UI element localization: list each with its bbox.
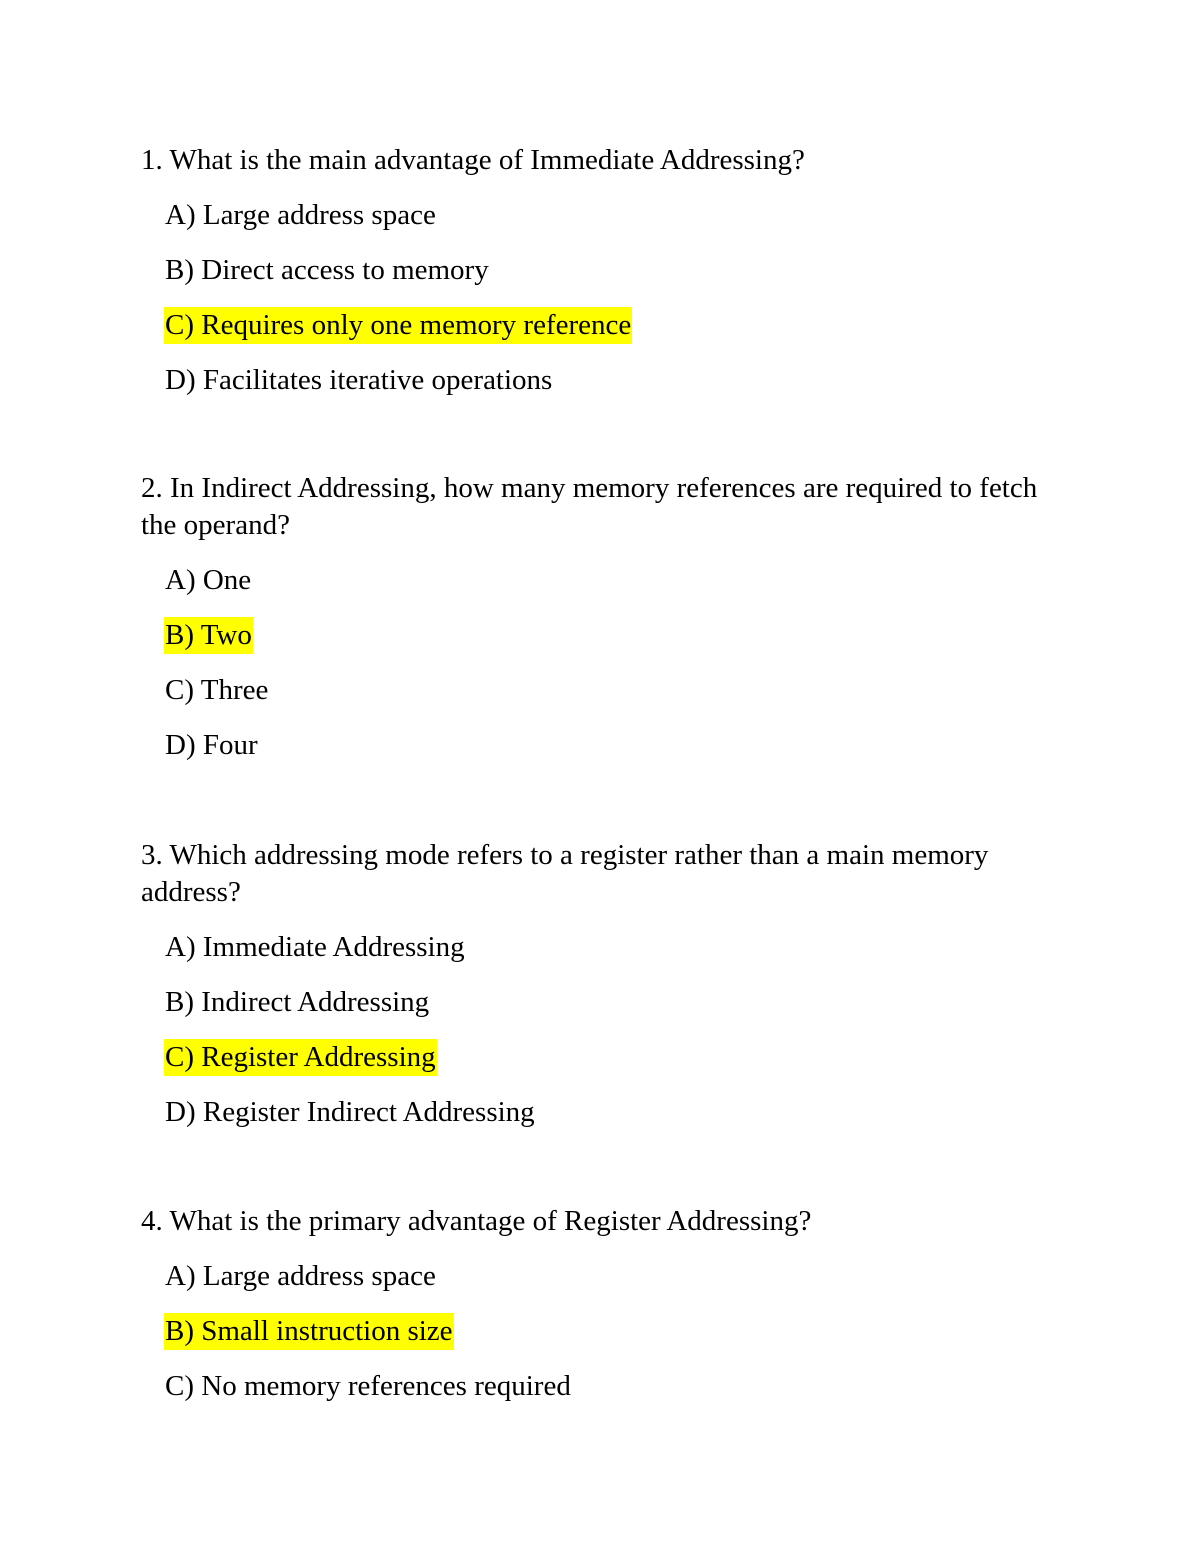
answer-options (141, 562, 1071, 764)
question-prompt: 2. In Indirect Addressing, how many memory references are required to fetch the operand? (141, 472, 1038, 541)
answer-option-highlighted: B) Two (164, 617, 1071, 654)
answer-option-highlighted: C) Register Addressing (164, 1039, 1071, 1076)
question-3 (141, 837, 1071, 1131)
answer-option: A) Immediate Addressing (165, 931, 465, 963)
answer-option-highlighted: C) Requires only one memory reference (164, 307, 1071, 344)
answer-option-highlighted: B) Small instruction size (164, 1313, 1071, 1350)
answer-option: A) Large address space (165, 199, 436, 231)
answer-option: C) No memory references required (165, 1370, 571, 1402)
answer-option: C) Three (165, 674, 269, 706)
question-4 (141, 1203, 1071, 1405)
answer-option: D) Four (165, 729, 258, 761)
answer-options (141, 197, 1071, 399)
question-prompt: 3. Which addressing mode refers to a register rather than a main memory address? (141, 839, 989, 908)
question-2 (141, 470, 1071, 764)
answer-option: D) Facilitates iterative operations (165, 364, 553, 396)
answer-option: A) One (165, 564, 252, 596)
answer-option: B) Indirect Addressing (165, 986, 430, 1018)
question-prompt: 1. What is the main advantage of Immediate Addressing? (141, 144, 805, 176)
question-1 (141, 142, 1071, 399)
answer-option: B) Direct access to memory (165, 254, 489, 286)
answer-option: D) Register Indirect Addressing (165, 1096, 535, 1128)
answer-options (141, 1258, 1071, 1405)
answer-option: A) Large address space (165, 1260, 436, 1292)
answer-options (141, 929, 1071, 1131)
question-prompt: 4. What is the primary advantage of Register Addressing? (141, 1205, 812, 1237)
